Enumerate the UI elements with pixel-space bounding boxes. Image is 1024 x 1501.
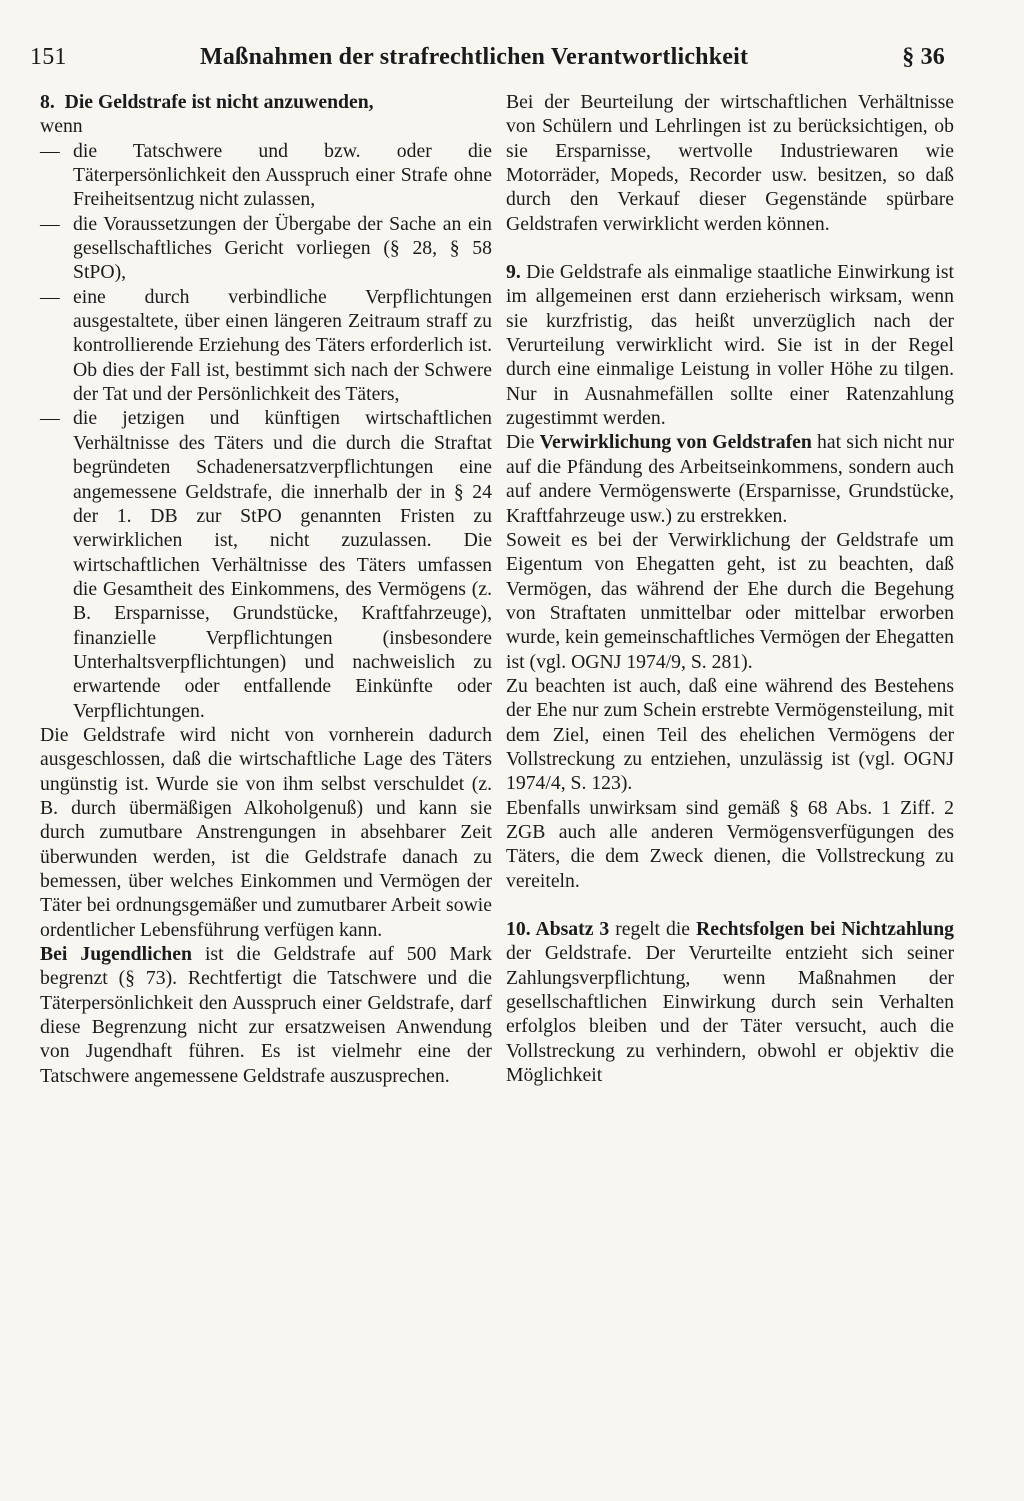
paragraph-students: Bei der Beurteilung der wirtschaftlichen Verhältnisse von Schülern und Lehrlingen ist zu berücksichtigen, ob sie Ersparnisse, wertvolle Industriewaren wie Motorräder, Mopeds, Recorder usw. besitzen, so daß durch den Verkauf dieser Gegenstände spürbare Geldstrafen verwirklicht werden können. — [506, 91, 954, 235]
paragraph-8-heading — [40, 90, 492, 114]
bold-term: 10. Absatz 3 — [506, 918, 610, 940]
paragraph-text: Die — [506, 431, 540, 454]
dash-marker: — — [40, 139, 60, 162]
paragraph-enforcement — [506, 430, 954, 527]
bold-term: Verwirklichung von Geldstrafen — [539, 431, 812, 454]
bold-term: Rechtsfolgen bei Nichtzahlung — [695, 918, 954, 940]
right-column — [506, 90, 954, 1087]
section-number: § 36 — [902, 44, 945, 70]
paragraph-9 — [506, 260, 954, 430]
paragraph-text: der Geldstrafe. Der Verurteilte entzieht sich seiner Zahlungsverpflichtung, wenn Maßnahmen der gesellschaftlichen Einwirkung durch sein Verhalten erfolglos bleiben und der Täter versucht, auch die Vollstreckung zu verhindern, obwohl er objektiv die Möglichkeit — [506, 942, 954, 1087]
running-header — [30, 40, 945, 76]
left-column — [40, 90, 492, 1088]
list-item-text: eine durch verbindliche Verpflichtungen ausgestaltete, über einen längeren Zeitraum straff zu kontrollierende Erziehung des Täters erforderlich ist. Ob dies der Fall ist, bestimmt sich nach der Schwere der Tat und der Persönlichkeit des Täters, — [73, 285, 492, 406]
dash-marker: — — [40, 407, 60, 430]
paragraph-intro: wenn — [40, 115, 83, 138]
dash-marker: — — [40, 212, 60, 235]
paragraph-text: Die Geldstrafe als einmalige staatliche Einwirkung ist im allgemeinen erst dann erzieherisch wirksam, wenn sie kurzfristig, das heißt unverzüglich nach der Verurteilung verwirklicht wird. Sie ist in der Regel durch eine einmalige Leistung in voller Höhe zu tilgen. Nur in Ausnahmefällen sollte einer Ratenzahlung zugestimmt werden. — [506, 261, 954, 430]
paragraph-10 — [506, 917, 954, 1087]
list-item-text: die jetzigen und künftigen wirtschaftlichen Verhältnisse des Täters und die durch die Straftat begründeten Schadenersatzverpflichtungen eine angemessene Geldstrafe, die innerhalb der in § 24 der 1. DB zur StPO genannten Fristen zu verwirklichen ist, nicht zuzulassen. Die wirtschaftlichen Verhältnisse des Täters umfassen die Gesamtheit des Einkommens, des Vermögens (z. B. Ersparnisse, Grundstücke, Kraftfahrzeuge), finanzielle Verpflichtungen (insbesondere Unterhaltsverpflichtungen) und nachweislich zu erwartende oder entfallende Einkünfte oder Verpflichtungen. — [73, 407, 492, 722]
bold-term: Bei Jugendlichen — [40, 943, 192, 966]
paragraph-sham-division: Zu beachten ist auch, daß eine während des Bestehens der Ehe nur zum Schein erstrebte Vermögensteilung, mit dem Ziel, einen Teil des ehelichen Vermögens der Vollstreckung zu entziehen, unzulässig ist (vgl. OGNJ 1974/4, S. 123). — [506, 674, 954, 795]
list-item — [40, 285, 492, 407]
list-item — [40, 406, 492, 722]
paragraph-text: ist die Geldstrafe auf 500 Mark begrenzt (§ 73). Rechtfertigt die Tatschwere und die Täterpersönlichkeit den Ausspruch einer Geldstrafe, darf diese Begrenzung nicht zur ersatzweisen Anwendung von Jugendhaft führen. Es ist vielmehr eine der Tatschwere angemessene Geldstrafe auszusprechen. — [40, 943, 492, 1087]
paragraph-ineffective: Ebenfalls unwirksam sind gemäß § 68 Abs. 1 Ziff. 2 ZGB auch alle anderen Vermögensverfügungen des Täters, die dem Zweck dienen, die Vollstreckung zu vereiteln. — [506, 796, 954, 892]
paragraph-heading: Die Geldstrafe ist nicht anzuwenden, — [64, 91, 374, 113]
list-item — [40, 212, 492, 285]
list-item-text: die Voraussetzungen der Übergabe der Sache an ein gesellschaftliches Gericht vorliegen (§ 28, § 58 StPO), — [73, 212, 492, 284]
chapter-title: Maßnahmen der strafrechtlichen Verantwortlichkeit — [200, 44, 749, 70]
page-number: 151 — [30, 44, 67, 70]
dash-marker: — — [40, 285, 60, 308]
paragraph-economic-situation: Die Geldstrafe wird nicht von vornherein dadurch ausgeschlossen, daß die wirtschaftliche Lage des Täters ungünstig ist. Wurde sie von ihm selbst verschuldet (z. B. durch übermäßigen Alkoholgenuß) und kann sie durch zumutbare Anstrengungen in absehbarer Zeit überwunden werden, ist die Geldstrafe danach zu bemessen, über welches Einkommen und Vermögen der Täter bei ordnungsgemäßer und zumutbarer Arbeit sowie ordentlicher Lebensführung verfügen kann. — [40, 723, 492, 941]
list-item-text: die Tatschwere und bzw. oder die Täterpersönlichkeit den Ausspruch einer Strafe ohne Freiheitsentzug nicht zulassen, — [73, 139, 492, 211]
paragraph-spouses: Soweit es bei der Verwirklichung der Geldstrafe um Eigentum von Ehegatten geht, ist zu beachten, daß Vermögen, das während der Ehe durch die Begehung von Straftaten unmittelbar oder mittelbar erworben wurde, kein gemeinschaftliches Vermögen der Ehegatten ist (vgl. OGNJ 1974/9, S. 281). — [506, 528, 954, 673]
paragraph-number: 8. — [40, 91, 55, 113]
paragraph-text: regelt die — [609, 918, 696, 940]
paragraph-number: 9. — [506, 261, 521, 284]
list-item — [40, 139, 492, 212]
paragraph-gap — [506, 893, 954, 917]
paragraph-text: hat sich nicht nur auf die Pfändung des Arbeitseinkommens, sondern auch auf andere Vermögenswerte (Ersparnisse, Grundstücke, Kraftfahrzeuge usw.) zu erstrekken. — [506, 431, 955, 527]
paragraph-youth — [40, 942, 492, 1088]
paragraph-gap — [506, 236, 954, 260]
